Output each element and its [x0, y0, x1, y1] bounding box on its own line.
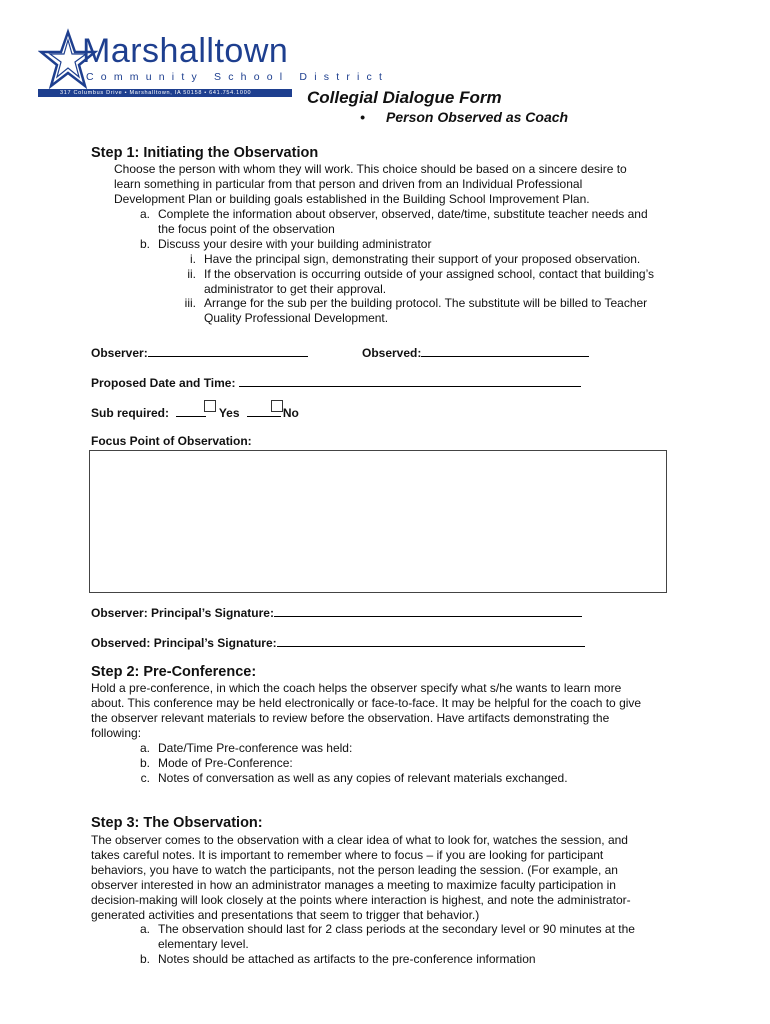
item-marker: i.	[190, 252, 196, 266]
observed-input-line[interactable]	[421, 344, 589, 357]
sub-required-field	[91, 404, 299, 420]
bullet: •	[360, 109, 365, 125]
form-subtitle-text: Person Observed as Coach	[386, 109, 569, 125]
step3-item-a	[134, 922, 635, 952]
text-line: takes careful notes. It is important to remember where to focus – if you are looking for participant	[91, 848, 604, 862]
text-line: Choose the person with whom they will work. This choice should be based on a sincere desire to	[114, 162, 627, 176]
item-marker: a.	[139, 922, 150, 936]
step3-item-b	[134, 952, 536, 967]
text-line: decision-making will look closely at the points where interaction is highest, and note the administrator-	[91, 893, 631, 907]
date-field	[91, 374, 581, 390]
item-marker: b.	[139, 952, 150, 966]
text-line: Notes of conversation as well as any copies of relevant materials exchanged.	[158, 771, 568, 785]
text-line: Development Plan or building goals established in the Building School Improvement Plan.	[114, 192, 590, 206]
text-line: Quality Professional Development.	[204, 311, 389, 325]
item-marker: b.	[139, 756, 150, 770]
observed-signature-label: Observed: Principal’s Signature:	[91, 636, 277, 650]
item-marker: a.	[139, 207, 150, 221]
no-checkbox[interactable]	[271, 400, 283, 412]
text-line: Date/Time Pre-conference was held:	[158, 741, 353, 755]
step1-subitem-i	[170, 252, 640, 267]
item-marker: b.	[139, 237, 150, 251]
text-line: The observation should last for 2 class periods at the secondary level or 90 minutes at the	[158, 922, 635, 936]
district-logo	[38, 28, 390, 100]
focus-point-textarea[interactable]	[89, 450, 667, 593]
text-line: The observer comes to the observation with a clear idea of what to look for, watches the session, and	[91, 833, 628, 847]
observed-signature-line[interactable]	[277, 634, 585, 647]
text-line: behaviors, you have to watch the participants, not the person leading the session. (For example, an	[91, 863, 618, 877]
step1-intro	[114, 162, 627, 207]
step1-title: Step 1: Initiating the Observation	[91, 145, 319, 161]
text-line: observer interested in how an administrator manages a meeting to maximize faculty participation in	[91, 878, 616, 892]
text-line: Discuss your desire with your building administrator	[158, 237, 432, 251]
date-input-line[interactable]	[239, 374, 581, 387]
step3-intro	[91, 833, 631, 923]
text-line: about. This conference may be held electronically or face-to-face. It may be helpful for the coach to give	[91, 696, 642, 710]
form-title: Collegial Dialogue Form	[307, 88, 502, 107]
form-subtitle	[360, 109, 569, 125]
text-line: elementary level.	[158, 937, 249, 951]
text-line: If the observation is occurring outside of your assigned school, contact that building’s	[204, 267, 655, 281]
step3-title: Step 3: The Observation:	[91, 815, 263, 831]
text-line: Mode of Pre-Conference:	[158, 756, 293, 770]
text-line: Arrange for the sub per the building protocol. The substitute will be billed to Teacher	[204, 296, 648, 310]
observer-label: Observer:	[91, 346, 148, 360]
step2-title: Step 2: Pre-Conference:	[91, 664, 257, 680]
observer-signature-field	[91, 604, 582, 620]
step1-item-b	[134, 237, 431, 252]
text-line: Hold a pre-conference, in which the coach helps the observer specify what s/he wants to learn more	[91, 681, 622, 695]
text-line: generated activities and presentations that seem to trigger that behavior.)	[91, 908, 480, 922]
sub-label: Sub required:	[91, 406, 170, 420]
observed-signature-field	[91, 634, 585, 650]
observer-input-line[interactable]	[148, 344, 308, 357]
observed-label: Observed:	[362, 346, 422, 360]
text-line: the focus point of the observation	[158, 222, 335, 236]
text-line: Have the principal sign, demonstrating their support of your proposed observation.	[204, 252, 641, 266]
yes-label: Yes	[218, 406, 240, 420]
no-label: No	[282, 406, 299, 420]
observer-signature-line[interactable]	[274, 604, 582, 617]
item-marker: c.	[140, 771, 150, 785]
logo-subtitle: Community School District	[86, 71, 390, 83]
step2-intro	[91, 681, 641, 741]
text-line: administrator to get their approval.	[204, 282, 387, 296]
text-line: Complete the information about observer, observed, date/time, substitute teacher needs and	[158, 207, 648, 221]
observed-field	[362, 344, 589, 360]
step2-item-c	[134, 771, 568, 786]
step1-item-a	[134, 207, 648, 237]
text-line: learn something in particular from that person and driven from an Individual Professional	[114, 177, 583, 191]
logo-address-bar: 317 Columbus Drive • Marshalltown, IA 50158 • 641.754.1000	[38, 89, 292, 97]
yes-checkbox[interactable]	[204, 400, 216, 412]
step2-item-a	[134, 741, 352, 756]
step1-subitem-iii	[170, 296, 647, 326]
focus-label: Focus Point of Observation:	[91, 434, 252, 448]
text-line: the observer relevant materials to review before the observation. Have artifacts demonstrating the	[91, 711, 610, 725]
item-marker: iii.	[184, 296, 196, 310]
step2-item-b	[134, 756, 293, 771]
logo-name: Marshalltown	[82, 32, 289, 70]
step1-subitem-ii	[170, 267, 654, 297]
observer-signature-label: Observer: Principal’s Signature:	[91, 606, 274, 620]
item-marker: a.	[139, 741, 150, 755]
sub-yes-line[interactable]	[176, 404, 206, 417]
date-label: Proposed Date and Time:	[91, 376, 236, 390]
item-marker: ii.	[187, 267, 196, 281]
text-line: following:	[91, 726, 142, 740]
observer-field	[91, 344, 308, 360]
text-line: Notes should be attached as artifacts to the pre-conference information	[158, 952, 536, 966]
